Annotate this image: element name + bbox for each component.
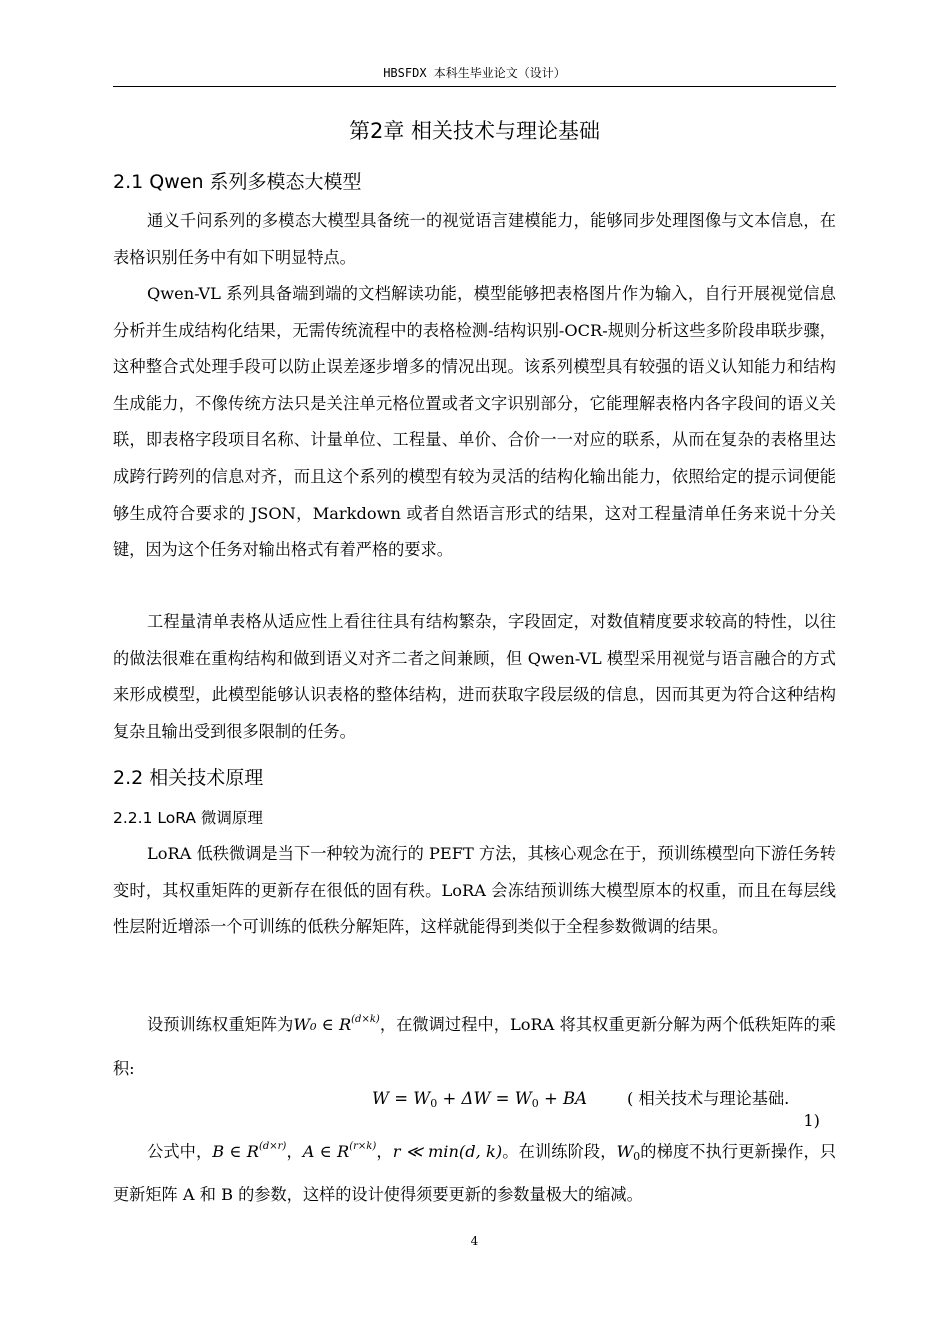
equation-number-line2: 1) [803,1111,820,1130]
math-w0-in-r [293,1015,379,1034]
text-span: 的梯度不执行更新操作，只更新矩阵 A 和 B 的参数，这样的设计使得须要更新的参数量极大的缩减。 [113,1142,837,1204]
section-heading-2-2: 2.2 相关技术原理 [113,767,264,789]
lora-formula [372,1086,587,1117]
equation-number-line1: ( 相关技术与理论基础. [627,1089,790,1108]
math-expr: B ∈ R [212,1142,259,1161]
text-span: ， [376,1142,393,1161]
formula-sub: 0 [531,1097,539,1110]
paragraph-qwen-suitability: 工程量清单表格从适应性上看往往具有结构繁杂，字段固定，对数值精度要求较高的特性，以往的做法很难在重构结构和做到语义对齐二者之间兼顾，但 Qwen-VL 模型采用视觉与语言融合的方式来形成模型，此模型能够认识表格的整体结构，进而获取字段层级的信息，因而其更为符合这种结构复杂且输出受到很多限制的任务。 [113,612,836,741]
text-span: ，在微调过程中，LoRA 将其权重更新分解为两个低秩矩阵的乘积: [113,1015,836,1078]
page-number: 4 [470,1234,479,1248]
paragraph-lora-decomposition [113,998,836,1091]
math-sup: (d×k) [351,1014,380,1025]
math-r: r ≪ min(d, k) [392,1142,503,1161]
math-b [212,1142,286,1161]
chapter-title: 第2章 相关技术与理论基础 [348,119,601,143]
page-header: HBSFDX 本科生毕业论文（设计） [113,64,836,87]
math-sup: (r×k) [349,1141,377,1152]
text-span: 设预训练权重矩阵为 [147,1015,294,1034]
math-expr: W [616,1142,634,1161]
math-w0 [617,1142,641,1161]
math-expr: A ∈ R [302,1142,350,1161]
paragraph-lora-explanation [113,1128,836,1214]
math-sub: 0 [633,1150,641,1163]
section-heading-2-1: 2.1 Qwen 系列多模态大模型 [113,171,362,193]
equation-number [627,1088,836,1132]
subsection-heading-2-2-1: 2.2.1 LoRA 微调原理 [113,809,263,827]
text-span: 公式中， [147,1142,213,1161]
paragraph-qwen-intro: 通义千问系列的多模态大模型具备统一的视觉语言建模能力，能够同步处理图像与文本信息，在表格识别任务中有如下明显特点。 [113,211,836,267]
math-expr: W₀ ∈ R [293,1015,352,1034]
formula-lhs: W = W [372,1089,431,1108]
math-a [303,1142,376,1161]
formula-sub: 0 [430,1097,438,1110]
paragraph-lora-intro: LoRA 低秩微调是当下一种较为流行的 PEFT 方法，其核心观念在于，预训练模型向下游任务转变时，其权重矩阵的更新存在很低的固有秩。LoRA 会冻结预训练大模型原本的权重，而且在每层线性层附近增添一个可训练的低秩分解矩阵，这样就能得到类似于全程参数微调的结果。 [113,844,836,937]
math-sup: (d×r) [258,1141,287,1152]
formula-mid: + ΔW = W [437,1089,532,1108]
formula-rhs: + BA [538,1089,588,1108]
text-span: ， [286,1142,303,1161]
text-span: 。在训练阶段， [502,1142,617,1161]
paragraph-qwen-features: Qwen-VL 系列具备端到端的文档解读功能，模型能够把表格图片作为输入，自行开展视觉信息分析并生成结构化结果，无需传统流程中的表格检测-结构识别-OCR-规则分析这些多阶段串联步骤，这种整合式处理手段可以防止误差逐步增多的情况出现。该系列模型具有较强的语义认知能力和结构生成能力，不像传统方法只是关注单元格位置或者文字识别部分，它能理解表格内各字段间的语义关联，即表格字段项目名称、计量单位、工程量、单价、合价一一对应的联系，从而在复杂的表格里达成跨行跨列的信息对齐，而且这个系列的模型有较为灵活的结构化输出能力，依照给定的提示词便能够生成符合要求的 JSON，Markdown 或者自然语言形式的结果，这对工程量清单任务来说十分关键，因为这个任务对输出格式有着严格的要求。 [113,284,836,560]
